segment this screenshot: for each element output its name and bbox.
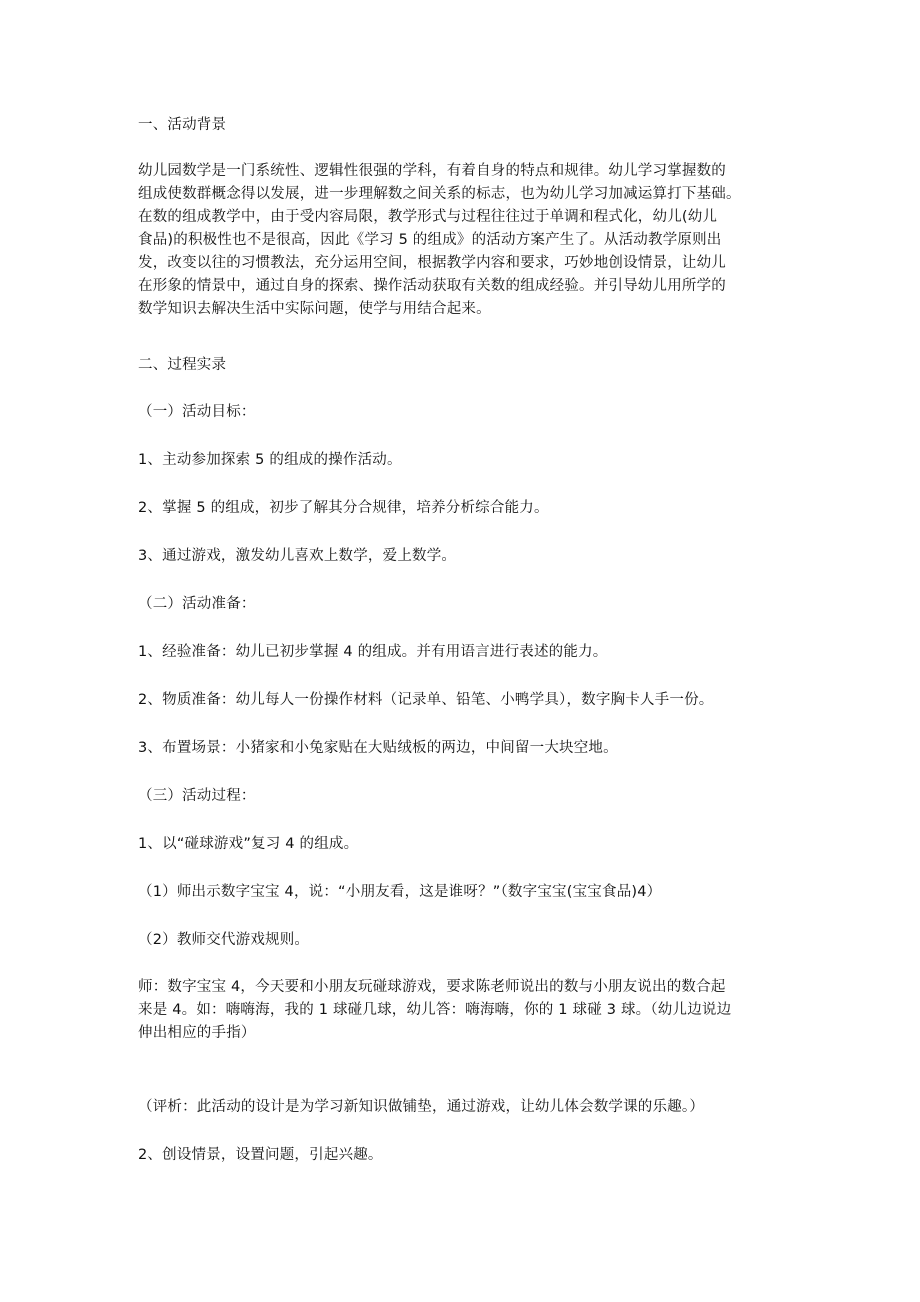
prep-item-3: 3、布置场景：小猪家和小兔家贴在大贴绒板的两边，中间留一大块空地。 bbox=[138, 740, 618, 756]
goal-item-2: 2、掌握 5 的组成，初步了解其分合规律，培养分析综合能力。 bbox=[138, 500, 549, 516]
background-line: 食品)的积极性也不是很高，因此《学习 5 的组成》的活动方案产生了。从活动教学原则出 bbox=[138, 232, 722, 248]
background-line: 在数的组成教学中，由于受内容局限，教学形式与过程往往过于单调和程式化，幼儿(幼儿 bbox=[138, 209, 718, 225]
goal-item-3: 3、通过游戏，激发幼儿喜欢上数学，爱上数学。 bbox=[138, 548, 457, 564]
goals-heading: （一）活动目标： bbox=[138, 404, 256, 420]
teacher-line: 来是 4。如：嗨嗨海，我的 1 球碰几球，幼儿答：嗨海嗨，你的 1 球碰 3 球。（幼儿边说边 bbox=[138, 1002, 732, 1018]
teacher-paragraph bbox=[138, 976, 788, 1045]
prep-item-2: 2、物质准备：幼儿每人一份操作材料（记录单、铅笔、小鸭学具），数字胸卡人手一份。 bbox=[138, 692, 714, 708]
analysis-note: （评析：此活动的设计是为学习新知识做铺垫，通过游戏，让幼儿体会数学课的乐趣。） bbox=[138, 1099, 705, 1115]
section2-heading: 二、过程实录 bbox=[138, 357, 227, 373]
background-line: 在形象的情景中，通过自身的探索、操作活动获取有关数的组成经验。并引导幼儿用所学的 bbox=[138, 278, 726, 294]
process-step-2: 2、创设情景，设置问题，引起兴趣。 bbox=[138, 1147, 383, 1163]
background-paragraph bbox=[138, 160, 788, 321]
background-line: 幼儿园数学是一门系统性、逻辑性很强的学科，有着自身的特点和规律。幼儿学习掌握数的 bbox=[138, 163, 726, 179]
teacher-line: 伸出相应的手指） bbox=[138, 1025, 256, 1041]
background-line: 组成使数群概念得以发展，进一步理解数之间关系的标志，也为幼儿学习加减运算打下基础。 bbox=[138, 186, 741, 202]
prep-item-1: 1、经验准备：幼儿已初步掌握 4 的组成。并有用语言进行表述的能力。 bbox=[138, 644, 608, 660]
background-line: 数学知识去解决生活中实际问题，使学与用结合起来。 bbox=[138, 301, 491, 317]
process-heading: （三）活动过程： bbox=[138, 788, 256, 804]
process-step-1: 1、以“碰球游戏”复习 4 的组成。 bbox=[138, 836, 359, 852]
process-step-1a: （1）师出示数字宝宝 4，说：“小朋友看，这是谁呀？”（数字宝宝(宝宝食品)4） bbox=[138, 884, 662, 900]
background-line: 发，改变以往的习惯教法，充分运用空间，根据教学内容和要求，巧妙地创设情景，让幼儿 bbox=[138, 255, 726, 271]
teacher-line: 师：数字宝宝 4，今天要和小朋友玩碰球游戏，要求陈老师说出的数与小朋友说出的数合起 bbox=[138, 979, 726, 995]
prep-heading: （二）活动准备： bbox=[138, 596, 256, 612]
goal-item-1: 1、主动参加探索 5 的组成的操作活动。 bbox=[138, 452, 402, 468]
process-step-1b: （2）教师交代游戏规则。 bbox=[138, 932, 310, 948]
section1-heading: 一、活动背景 bbox=[138, 117, 227, 133]
